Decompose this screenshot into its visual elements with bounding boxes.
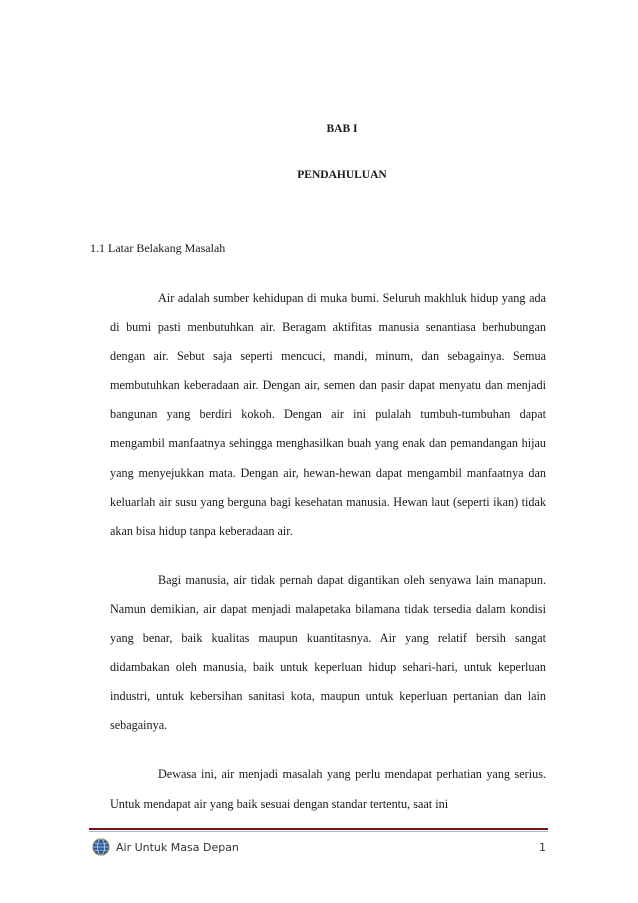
body-text — [110, 284, 546, 839]
footer-title: Air Untuk Masa Depan — [116, 841, 239, 854]
chapter-number: BAB I — [326, 123, 358, 135]
footer-rule — [89, 828, 548, 830]
globe-logo-icon — [92, 838, 110, 856]
chapter-title: PENDAHULUAN — [297, 169, 387, 181]
paragraph: Air adalah sumber kehidupan di muka bumi. Seluruh makhluk hidup yang ada di bumi pasti menbutuhkan air. Beragam aktifitas manusia senantiasa berhubungan dengan air. Sebut saja seperti mencuci, mandi, minum, dan sebagainya. Semua membutuhkan keberadaan air. Dengan air, semen dan pasir dapat menyatu dan menjadi bangunan yang berdiri kokoh. Dengan air ini pulalah tumbuh-tumbuhan dapat mengambil manfaatnya sehingga menghasilkan buah yang enak dan pemandangan hijau yang menyejukkan mata. Dengan air, hewan-hewan dapat mengambil manfaatnya dan keluarlah air susu yang berguna bagi kesehatan manusia. Hewan laut (seperti ikan) tidak akan bisa hidup tanpa keberadaan air. — [110, 291, 546, 538]
section-heading: 1.1 Latar Belakang Masalah — [90, 241, 226, 255]
footer-accent-rule — [89, 831, 548, 832]
chapter-header — [0, 121, 638, 183]
page-number: 1 — [539, 841, 546, 854]
paragraph: Dewasa ini, air menjadi masalah yang perlu mendapat perhatian yang serius. Untuk mendapat air yang baik sesuai dengan standar tertentu, saat ini — [110, 767, 546, 811]
paragraph: Bagi manusia, air tidak pernah dapat digantikan oleh senyawa lain manapun. Namun demikian, air dapat menjadi malapetaka bilamana tidak tersedia dalam kondisi yang benar, baik kualitas maupun kuantitasnya. Air yang relatif bersih sangat didambakan oleh manusia, baik untuk keperluan hidup sehari-hari, untuk keperluan industri, untuk kebersihan sanitasi kota, maupun untuk keperluan pertanian dan lain sebagainya. — [110, 572, 546, 733]
page-footer — [89, 838, 548, 858]
